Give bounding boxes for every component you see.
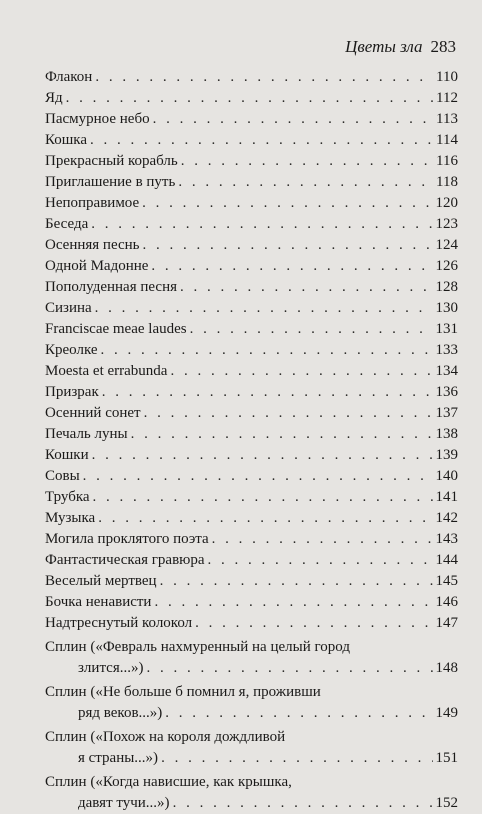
- toc-entry-page: 151: [435, 750, 458, 766]
- toc-entry-page: 123: [435, 216, 458, 232]
- toc-entry-page: 114: [436, 132, 458, 148]
- toc-entry-title: Веселый мертвец: [45, 573, 157, 589]
- toc-entry: [45, 382, 458, 403]
- toc-entry: [45, 466, 458, 487]
- toc-entry-title: Яд: [45, 90, 63, 106]
- toc-entry-title: Печаль луны: [45, 426, 128, 442]
- dot-leader: [173, 793, 433, 814]
- toc-entry: [45, 424, 458, 445]
- toc-entry: [45, 172, 458, 193]
- toc-entry-title: Музыка: [45, 510, 96, 526]
- dot-leader: [101, 340, 433, 361]
- toc-entry-page: 110: [436, 69, 458, 85]
- dot-leader: [143, 235, 433, 256]
- toc-entry: [45, 550, 458, 571]
- toc-entry-title: Сплин («Не больше б помнил я, проживши: [45, 684, 321, 700]
- toc-entry-page: 144: [435, 552, 458, 568]
- dot-leader: [170, 361, 432, 382]
- dot-leader: [178, 172, 433, 193]
- toc-entry-page: 113: [436, 111, 458, 127]
- toc-entry-title-continued: ряд веков...»): [78, 705, 163, 721]
- toc-entry-title: Непоправимое: [45, 195, 140, 211]
- toc-entry: [45, 592, 458, 613]
- toc-entry-page: 149: [435, 705, 458, 721]
- toc-entry-title: Бочка ненависти: [45, 594, 152, 610]
- toc-entry-page: 112: [436, 90, 458, 106]
- dot-leader: [90, 130, 433, 151]
- running-title: Цветы зла: [345, 37, 423, 56]
- dot-leader: [131, 424, 433, 445]
- dot-leader: [92, 445, 433, 466]
- toc-entry-page: 141: [435, 489, 458, 505]
- toc-entry: [45, 340, 458, 361]
- dot-leader: [161, 748, 432, 769]
- toc-entry-multiline: [45, 727, 458, 769]
- toc-entry: [45, 529, 458, 550]
- toc-entry-title: Беседа: [45, 216, 89, 232]
- toc-entry: [45, 571, 458, 592]
- dot-leader: [154, 592, 432, 613]
- dot-leader: [91, 214, 432, 235]
- toc-entry-title: Пополуденная песня: [45, 279, 177, 295]
- toc-entry-title: Одной Мадонне: [45, 258, 149, 274]
- toc-entry-page: 145: [435, 573, 458, 589]
- dot-leader: [153, 109, 433, 130]
- toc-entry: [45, 88, 458, 109]
- running-header: [345, 37, 456, 57]
- dot-leader: [142, 193, 432, 214]
- toc-entry: [45, 361, 458, 382]
- dot-leader: [195, 613, 432, 634]
- toc-entry-page: 146: [435, 594, 458, 610]
- toc-entry-title: Franciscae meae laudes: [45, 321, 187, 337]
- toc-entry-title: Фантастическая гравюра: [45, 552, 205, 568]
- toc-entry-title: Прекрасный корабль: [45, 153, 178, 169]
- toc-entry: [45, 445, 458, 466]
- toc-entry-title: Кошки: [45, 447, 89, 463]
- toc-entry-page: 133: [435, 342, 458, 358]
- toc-entry-page: 139: [435, 447, 458, 463]
- toc-entry-page: 138: [435, 426, 458, 442]
- toc-entry-title: Кошка: [45, 132, 88, 148]
- toc-entry: [45, 298, 458, 319]
- toc-entry-title-continued: злится...»): [78, 660, 144, 676]
- toc-entry-title: Moesta et errabunda: [45, 363, 168, 379]
- toc-entry-page: 116: [436, 153, 458, 169]
- dot-leader: [93, 487, 433, 508]
- dot-leader: [95, 67, 433, 88]
- dot-leader: [181, 151, 433, 172]
- toc-entry-title: Совы: [45, 468, 80, 484]
- toc-entry-page: 148: [435, 660, 458, 676]
- toc-entry-page: 147: [435, 615, 458, 631]
- toc-entry-title: Приглашение в путь: [45, 174, 176, 190]
- dot-leader: [212, 529, 433, 550]
- dot-leader: [208, 550, 433, 571]
- toc-entry: [45, 403, 458, 424]
- toc-entry-title: Сплин («Февраль нахмуренный на целый город: [45, 639, 350, 655]
- dot-leader: [180, 277, 433, 298]
- toc-entry-title: Могила проклятого поэта: [45, 531, 209, 547]
- toc-entry-page: 120: [435, 195, 458, 211]
- toc-entry-page: 136: [435, 384, 458, 400]
- toc-entry: [45, 319, 458, 340]
- toc-entry: [45, 256, 458, 277]
- dot-leader: [160, 571, 433, 592]
- toc-entry: [45, 487, 458, 508]
- toc-entry-multiline: [45, 637, 458, 679]
- dot-leader: [95, 298, 433, 319]
- toc-entry-title: Сплин («Похож на короля дождливой: [45, 729, 286, 745]
- toc-entry-title: Пасмурное небо: [45, 111, 150, 127]
- toc-entry-title: Креолке: [45, 342, 98, 358]
- toc-entry-title: Призрак: [45, 384, 99, 400]
- toc-entry-page: 130: [435, 300, 458, 316]
- toc-entry-title: Сплин («Когда нависшие, как крышка,: [45, 774, 292, 790]
- toc-entry: [45, 508, 458, 529]
- toc-entry-title: Трубка: [45, 489, 90, 505]
- toc-entry-title: Осенний сонет: [45, 405, 141, 421]
- toc-entry-page: 142: [435, 510, 458, 526]
- toc-entry-multiline: [45, 772, 458, 814]
- toc-entry: [45, 109, 458, 130]
- toc-entry-page: 118: [436, 174, 458, 190]
- toc-entry: [45, 67, 458, 88]
- toc-entry-page: 137: [435, 405, 458, 421]
- dot-leader: [146, 658, 432, 679]
- dot-leader: [98, 508, 432, 529]
- toc-entry-title-continued: я страны...»): [78, 750, 159, 766]
- toc-entry-page: 152: [435, 795, 458, 811]
- toc-entry: [45, 193, 458, 214]
- toc-entry-multiline: [45, 682, 458, 724]
- toc-entry-page: 143: [435, 531, 458, 547]
- toc-entry-title: Сизина: [45, 300, 92, 316]
- dot-leader: [102, 382, 433, 403]
- toc-entry-page: 128: [435, 279, 458, 295]
- toc-entry-page: 131: [435, 321, 458, 337]
- toc-entry-title: Флакон: [45, 69, 93, 85]
- toc-entry: [45, 277, 458, 298]
- page-number: 283: [430, 37, 456, 56]
- dot-leader: [151, 256, 432, 277]
- toc-entry-page: 124: [435, 237, 458, 253]
- toc-entry: [45, 235, 458, 256]
- toc-entry: [45, 130, 458, 151]
- toc-entry-title: Надтреснутый колокол: [45, 615, 193, 631]
- toc-entry-page: 134: [435, 363, 458, 379]
- dot-leader: [190, 319, 433, 340]
- toc-entry: [45, 151, 458, 172]
- toc-entry-title: Осенняя песнь: [45, 237, 140, 253]
- toc-entry-title-continued: давят тучи...»): [78, 795, 170, 811]
- dot-leader: [83, 466, 433, 487]
- toc-entry: [45, 613, 458, 634]
- toc-entry-page: 126: [435, 258, 458, 274]
- toc-entry: [45, 214, 458, 235]
- dot-leader: [66, 88, 433, 109]
- toc-entry-page: 140: [435, 468, 458, 484]
- table-of-contents: [45, 67, 458, 814]
- dot-leader: [165, 703, 432, 724]
- dot-leader: [144, 403, 433, 424]
